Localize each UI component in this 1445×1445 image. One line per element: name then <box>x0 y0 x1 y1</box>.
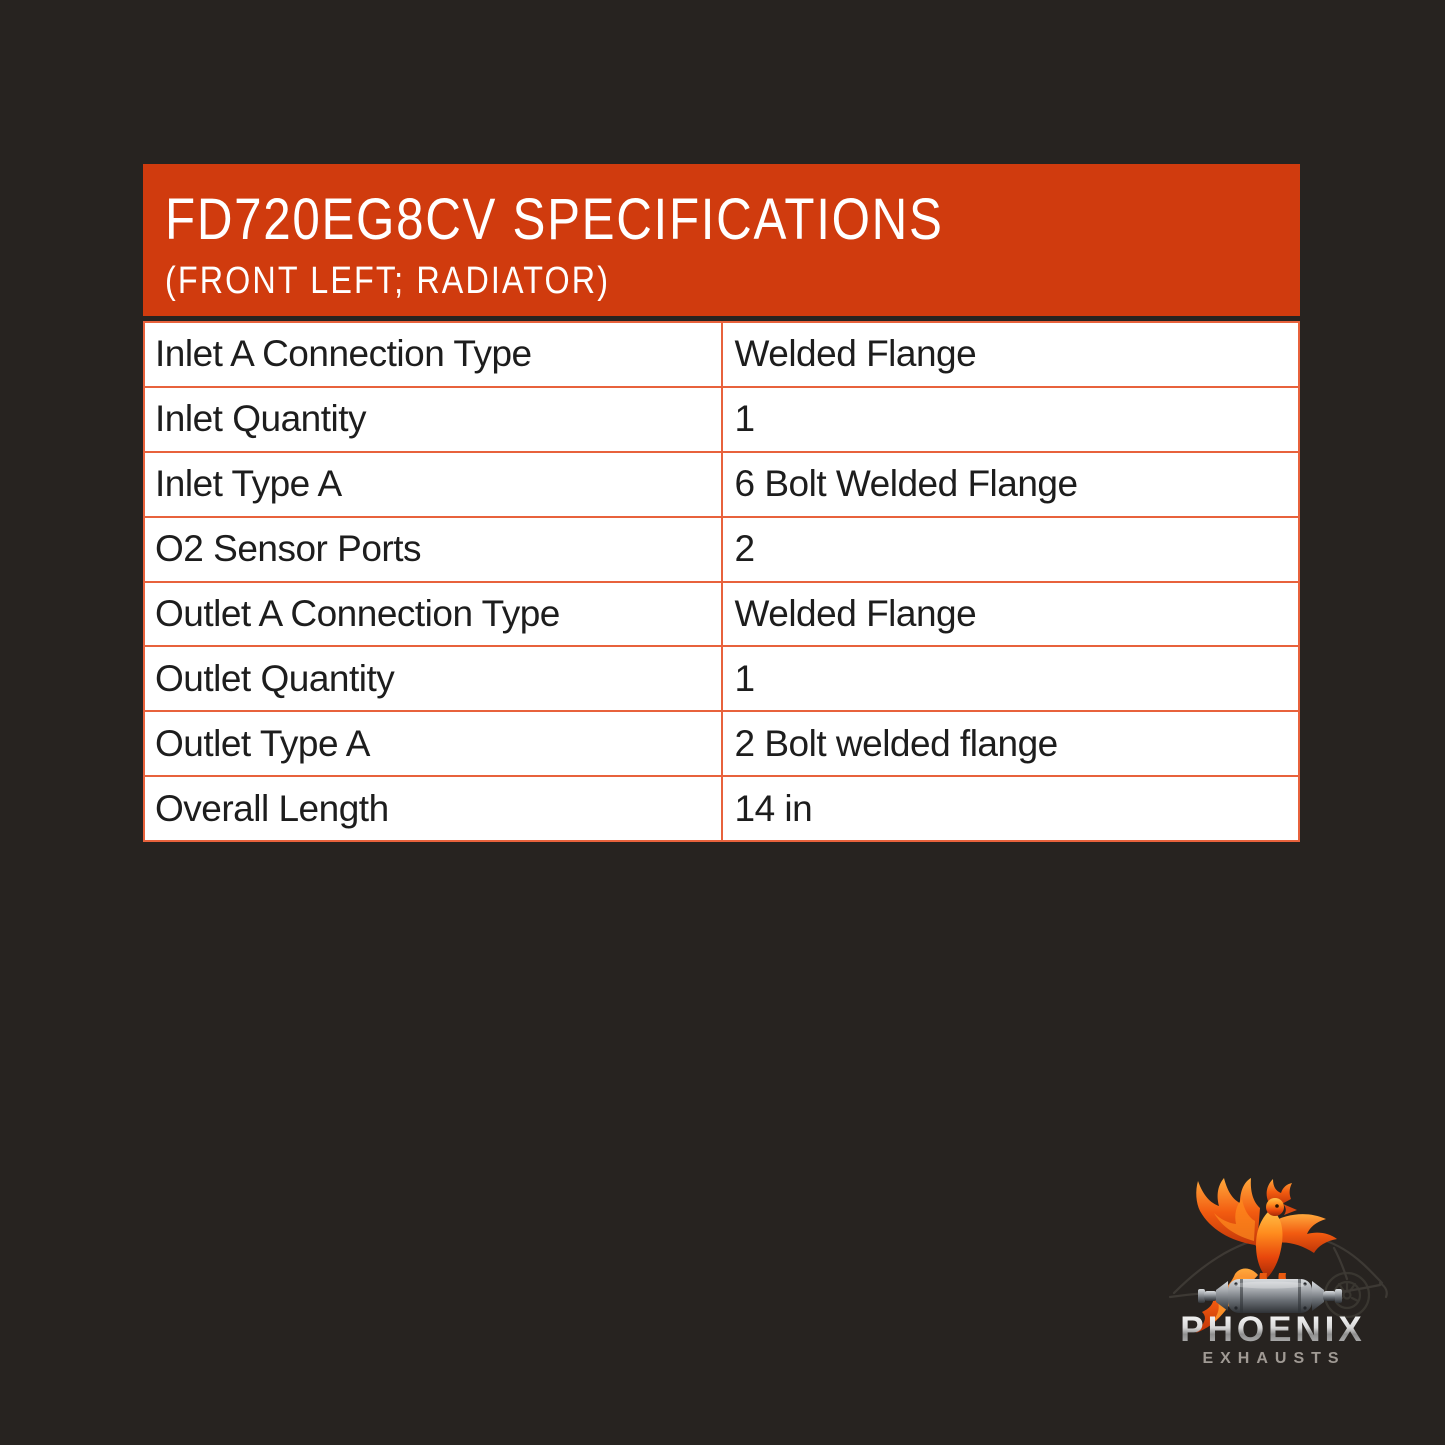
brand-name: PHOENIX <box>1180 1310 1366 1349</box>
brand-logo <box>1140 1175 1420 1375</box>
spec-value: 2 <box>722 517 1300 582</box>
spec-row <box>144 646 1299 711</box>
spec-row <box>144 387 1299 452</box>
spec-row <box>144 517 1299 582</box>
spec-row <box>144 776 1299 841</box>
spec-label: Outlet Quantity <box>144 646 722 711</box>
spec-label: Overall Length <box>144 776 722 841</box>
spec-value: 2 Bolt welded flange <box>722 711 1300 776</box>
spec-value: 1 <box>722 387 1300 452</box>
spec-row <box>144 711 1299 776</box>
spec-label: Outlet Type A <box>144 711 722 776</box>
spec-value: 14 in <box>722 776 1300 841</box>
spec-table <box>143 321 1300 842</box>
spec-header <box>143 164 1300 316</box>
spec-label: Inlet A Connection Type <box>144 322 722 387</box>
spec-value: 6 Bolt Welded Flange <box>722 452 1300 517</box>
spec-value: Welded Flange <box>722 582 1300 647</box>
spec-row <box>144 582 1299 647</box>
spec-label: Outlet A Connection Type <box>144 582 722 647</box>
page-title: FD720EG8CV SPECIFICATIONS <box>165 187 944 252</box>
spec-value: Welded Flange <box>722 322 1300 387</box>
spec-row <box>144 322 1299 387</box>
spec-label: Inlet Type A <box>144 452 722 517</box>
spec-label: O2 Sensor Ports <box>144 517 722 582</box>
page-subtitle: (FRONT LEFT; RADIATOR) <box>165 260 611 302</box>
spec-label: Inlet Quantity <box>144 387 722 452</box>
spec-value: 1 <box>722 646 1300 711</box>
spec-row <box>144 452 1299 517</box>
brand-tagline: EXHAUSTS <box>1202 1350 1346 1367</box>
